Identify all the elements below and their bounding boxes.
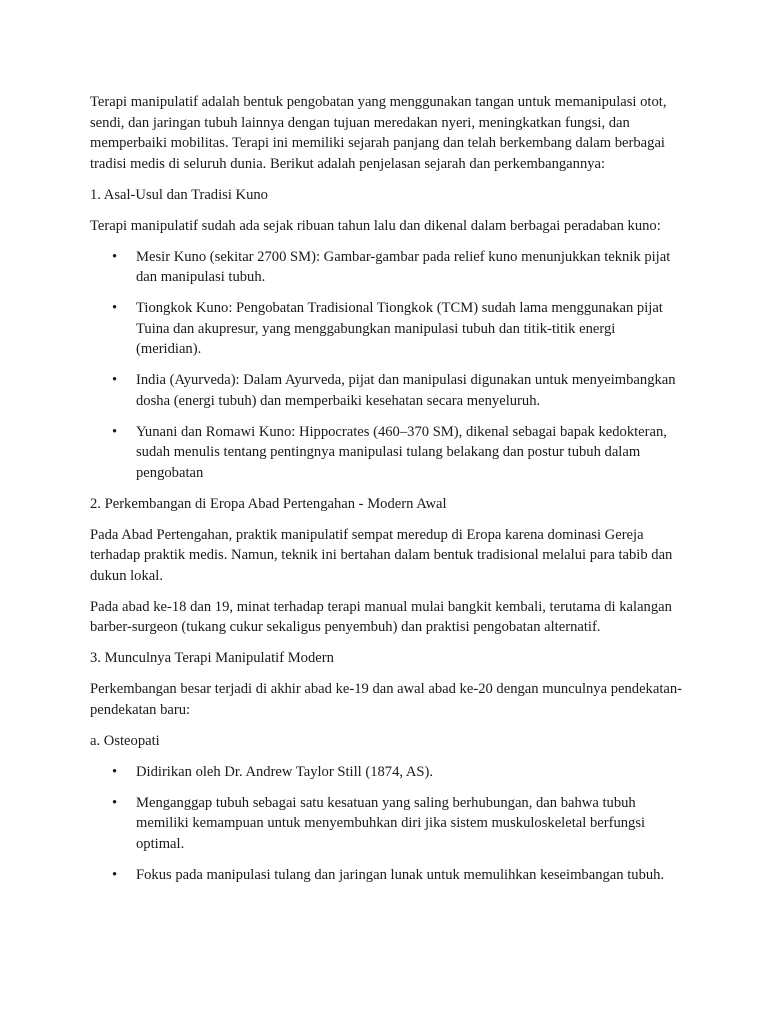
list-item-text: Yunani dan Romawi Kuno: Hippocrates (460–370 SM), dikenal sebagai bapak kedokteran, sudah menulis tentang pentingnya manipulasi tulang belakang dan postur tubuh dalam pengobatan (136, 423, 667, 481)
section-3-list (90, 762, 690, 886)
section-1-paragraph: Terapi manipulatif sudah ada sejak ribuan tahun lalu dan dikenal dalam berbagai peradaban kuno: (90, 217, 661, 234)
bullet-icon: • (112, 763, 118, 780)
bullet-icon: • (112, 248, 118, 265)
section-3-subheading: a. Osteopati (90, 732, 160, 749)
intro-paragraph: Terapi manipulatif adalah bentuk pengobatan yang menggunakan tangan untuk memanipulasi otot, sendi, dan jaringan tubuh lainnya dengan tujuan meredakan nyeri, meningkatkan fungsi, dan memperbaiki mobilitas. Terapi ini memiliki sejarah panjang dan telah berkembang dalam berbagai tradisi medis di seluruh dunia. Berikut adalah penjelasan sejarah dan perkembangannya: (90, 94, 667, 172)
list-item (90, 762, 690, 783)
bullet-icon: • (112, 372, 118, 388)
section-1-list (90, 247, 690, 484)
document-page (90, 92, 690, 896)
section-2-heading: 2. Perkembangan di Eropa Abad Pertengahan - Modern Awal (90, 495, 447, 512)
list-item (90, 298, 690, 360)
list-item-text: India (Ayurveda): Dalam Ayurveda, pijat dan manipulasi digunakan untuk menyeimbangkan dosha (energi tubuh) dan memperbaiki kesehatan secara menyeluruh. (136, 372, 676, 409)
bullet-icon: • (112, 423, 118, 440)
bullet-icon: • (112, 866, 118, 883)
list-item (90, 422, 690, 484)
list-item (90, 247, 690, 288)
bullet-icon: • (112, 794, 118, 811)
list-item (90, 865, 690, 886)
list-item-text: Tiongkok Kuno: Pengobatan Tradisional Tiongkok (TCM) sudah lama menggunakan pijat Tuina dan akupresur, yang menggabungkan manipulasi tubuh dan titik-titik energi (meridian). (136, 300, 663, 357)
section-3-paragraph: Perkembangan besar terjadi di akhir abad ke-19 dan awal abad ke-20 dengan munculnya pendekatan-pendekatan baru: (90, 681, 683, 718)
section-1-heading: 1. Asal-Usul dan Tradisi Kuno (90, 186, 268, 203)
list-item-text: Menganggap tubuh sebagai satu kesatuan yang saling berhubungan, dan bahwa tubuh memiliki kemampuan untuk menyembuhkan diri jika sistem muskuloskeletal berfungsi optimal. (136, 794, 646, 852)
section-2-paragraph-2: Pada abad ke-18 dan 19, minat terhadap terapi manual mulai bangkit kembali, terutama di kalangan barber-surgeon (tukang cukur sekaligus penyembuh) dan praktisi pengobatan alternatif. (90, 598, 672, 635)
list-item (90, 370, 690, 411)
list-item-text: Didirikan oleh Dr. Andrew Taylor Still (1874, AS). (136, 763, 434, 780)
bullet-icon: • (112, 300, 118, 316)
list-item-text: Fokus pada manipulasi tulang dan jaringan lunak untuk memulihkan keseimbangan tubuh. (136, 866, 665, 883)
list-item-text: Mesir Kuno (sekitar 2700 SM): Gambar-gambar pada relief kuno menunjukkan teknik pijat dan manipulasi tubuh. (136, 248, 671, 285)
section-3-heading: 3. Munculnya Terapi Manipulatif Modern (90, 650, 334, 666)
list-item (90, 793, 690, 855)
section-2-paragraph-1: Pada Abad Pertengahan, praktik manipulatif sempat meredup di Eropa karena dominasi Gereja terhadap praktik medis. Namun, teknik ini bertahan dalam bentuk tradisional melalui para tabib dan dukun lokal. (90, 526, 673, 584)
